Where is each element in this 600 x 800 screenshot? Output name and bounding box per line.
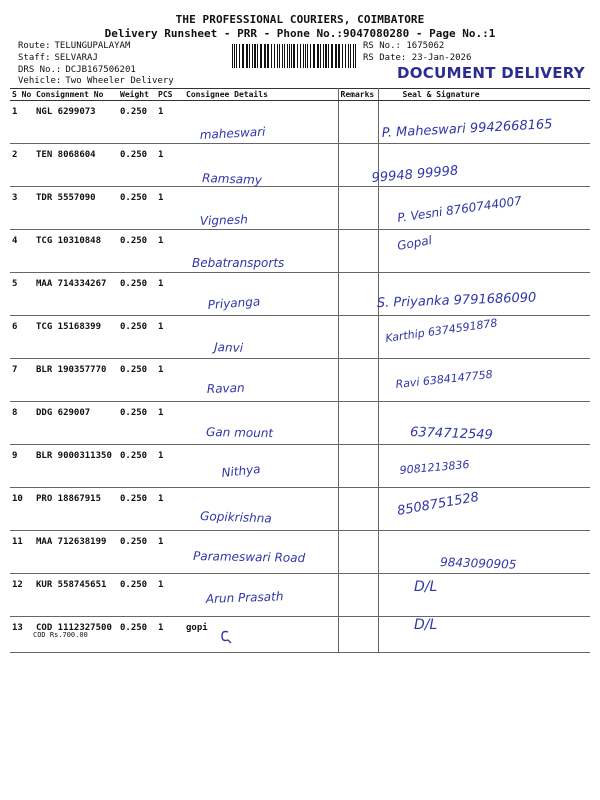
row-weight: 0.250	[118, 273, 156, 316]
row-seal-signature	[378, 531, 590, 574]
col-weight: Weight	[118, 89, 156, 101]
row-remarks	[338, 101, 378, 144]
row-consignee-details	[184, 359, 338, 402]
handwritten-signature: 8508751528	[396, 489, 481, 519]
barcode-bar	[348, 44, 349, 68]
row-consignee-details	[184, 230, 338, 273]
handwritten-consignee-name: Janvi	[213, 340, 244, 356]
row-pcs: 1	[156, 230, 184, 273]
handwritten-signature: D/L	[414, 617, 438, 633]
table-row	[10, 230, 590, 273]
route-label: Route:	[18, 41, 51, 51]
row-sno: 7	[10, 359, 34, 402]
barcode-bar	[232, 44, 233, 68]
barcode-bar	[335, 44, 337, 68]
row-consignee-details	[184, 316, 338, 359]
barcode-bar	[350, 44, 351, 68]
handwritten-consignee-name: Bebatransports	[192, 256, 285, 270]
table-row	[10, 445, 590, 488]
row-consignment-no: NGL 6299073	[34, 101, 118, 144]
staff-value: SELVARAJ	[54, 53, 98, 63]
handwritten-consignee-name: Ravan	[206, 380, 245, 396]
row-pcs: 1	[156, 187, 184, 230]
handwritten-signature: Karthip 6374591878	[384, 316, 499, 345]
row-seal-signature	[378, 316, 590, 359]
row-seal-signature	[378, 445, 590, 488]
row-pcs: 1	[156, 617, 184, 653]
barcode-bar	[305, 44, 306, 68]
handwritten-signature: D/L	[414, 579, 438, 595]
table-row	[10, 316, 590, 359]
barcode-bar	[345, 44, 346, 68]
barcode-bar	[239, 44, 240, 68]
row-sno: 11	[10, 531, 34, 574]
col-consignee: Consignee Details	[184, 89, 338, 101]
col-sno: S No	[10, 89, 34, 101]
barcode-bar	[236, 44, 237, 68]
handwritten-consignee-name: Parameswari Road	[192, 549, 306, 565]
handwritten-signature: P. Maheswari 9942668165	[381, 117, 553, 141]
barcode-bar	[282, 44, 283, 68]
barcode-bar	[342, 44, 343, 68]
row-remarks	[338, 316, 378, 359]
drs-label: DRS No.:	[18, 65, 62, 75]
table-row	[10, 402, 590, 445]
row-seal-signature	[378, 574, 590, 617]
rs-date-line	[363, 53, 471, 63]
row-weight: 0.250	[118, 359, 156, 402]
row-seal-signature	[378, 273, 590, 316]
row-weight: 0.250	[118, 187, 156, 230]
row-seal-signature	[378, 101, 590, 144]
row-weight: 0.250	[118, 144, 156, 187]
barcode-bar	[303, 44, 304, 68]
row-pcs: 1	[156, 402, 184, 445]
row-consignee-details	[184, 144, 338, 187]
row-weight: 0.250	[118, 316, 156, 359]
handwritten-signature: P. Vesni 8760744007	[396, 193, 523, 225]
barcode-bar	[291, 44, 292, 68]
barcode-bar	[264, 44, 266, 68]
row-consignment-no: MAA 712638199	[34, 531, 118, 574]
barcode-bar	[284, 44, 285, 68]
handwritten-consignee-name: Ramsamy	[201, 171, 263, 188]
barcode-bar	[271, 44, 272, 68]
row-seal-signature	[378, 359, 590, 402]
barcode-bar	[328, 44, 329, 68]
row-weight: 0.250	[118, 230, 156, 273]
cod-amount: COD Rs.700.00	[33, 631, 88, 639]
handwritten-consignee-name: Priyanga	[207, 294, 261, 312]
handwritten-consignee-name: maheswari	[199, 124, 266, 142]
row-consignee-details	[184, 445, 338, 488]
document-delivery-stamp: DOCUMENT DELIVERY	[397, 64, 585, 82]
drs-value: DCJB167506201	[65, 65, 136, 75]
row-consignment-no: COD 1112327500	[34, 617, 118, 653]
row-pcs: 1	[156, 531, 184, 574]
table-row	[10, 101, 590, 144]
handwritten-signature: S. Priyanka 9791686090	[376, 290, 537, 311]
row-remarks	[338, 230, 378, 273]
table-row	[10, 359, 590, 402]
barcode-bar	[289, 44, 290, 68]
row-remarks	[338, 574, 378, 617]
table-row	[10, 488, 590, 531]
runsheet-table	[10, 88, 590, 653]
barcode-bar	[317, 44, 319, 68]
rs-date-label: RS Date:	[363, 53, 407, 63]
route-value: TELUNGUPALAYAM	[54, 41, 131, 51]
row-remarks	[338, 273, 378, 316]
row-weight: 0.250	[118, 101, 156, 144]
row-consignment-no: BLR 9000311350	[34, 445, 118, 488]
row-remarks	[338, 402, 378, 445]
row-consignee-details	[184, 273, 338, 316]
row-consignment-no: KUR 558745651	[34, 574, 118, 617]
row-remarks	[338, 488, 378, 531]
row-sno: 5	[10, 273, 34, 316]
row-weight: 0.250	[118, 617, 156, 653]
row-consignee-details	[184, 402, 338, 445]
handwritten-consignee-name: Gopikrishna	[199, 509, 272, 526]
row-sno: 10	[10, 488, 34, 531]
row-sno: 3	[10, 187, 34, 230]
table-row	[10, 617, 590, 653]
barcode-bar	[274, 44, 275, 68]
row-seal-signature	[378, 187, 590, 230]
row-sno: 6	[10, 316, 34, 359]
row-seal-signature	[378, 144, 590, 187]
row-weight: 0.250	[118, 574, 156, 617]
vehicle-label: Vehicle:	[18, 76, 62, 86]
row-consignment-no: TDR 5557090	[34, 187, 118, 230]
barcode-bar	[325, 44, 327, 68]
table-row	[10, 531, 590, 574]
row-seal-signature	[378, 617, 590, 653]
barcode-bar	[331, 44, 333, 68]
company-title: THE PROFESSIONAL COURIERS, COIMBATORE	[175, 13, 425, 26]
handwritten-signature: 6374712549	[409, 425, 494, 443]
handwritten-consignee-name: Nithya	[220, 461, 262, 480]
barcode-bar	[323, 44, 324, 68]
row-remarks	[338, 359, 378, 402]
table-row	[10, 144, 590, 187]
row-consignment-no: BLR 190357770	[34, 359, 118, 402]
row-pcs: 1	[156, 316, 184, 359]
handwritten-consignee-name: Vignesh	[199, 212, 249, 228]
barcode-bar	[307, 44, 308, 68]
row-remarks	[338, 445, 378, 488]
barcode-bar	[254, 44, 256, 68]
row-consignee-details	[184, 531, 338, 574]
row-sno: 4	[10, 230, 34, 273]
table-row	[10, 187, 590, 230]
row-consignee-details	[184, 101, 338, 144]
row-sno: 8	[10, 402, 34, 445]
handwritten-consignee-name: Gan mount	[205, 425, 274, 441]
row-remarks	[338, 144, 378, 187]
handwritten-signature: 9081213836	[399, 457, 470, 477]
handwritten-signature: Ravi 6384147758	[394, 367, 494, 391]
barcode-bar	[257, 44, 258, 68]
row-weight: 0.250	[118, 488, 156, 531]
barcode-bar	[267, 44, 269, 68]
row-remarks	[338, 531, 378, 574]
barcode-bar	[310, 44, 311, 68]
row-consignment-no: TEN 8068604	[34, 144, 118, 187]
row-pcs: 1	[156, 574, 184, 617]
row-consignee-details: gopi	[184, 617, 338, 653]
handwritten-consignee-name: Arun Prasath	[205, 589, 284, 606]
runsheet-title: Delivery Runsheet - PRR - Phone No.:9047080280 - Page No.:1	[104, 27, 496, 40]
rs-no-label: RS No.:	[363, 41, 401, 51]
rs-no-line	[363, 41, 444, 51]
row-weight: 0.250	[118, 531, 156, 574]
drs-line	[18, 65, 136, 75]
barcode-bar	[297, 44, 298, 68]
row-consignee-details	[184, 574, 338, 617]
route-line	[18, 41, 130, 51]
row-consignment-no: PRO 18867915	[34, 488, 118, 531]
row-pcs: 1	[156, 273, 184, 316]
row-consignment-no: TCG 10310848	[34, 230, 118, 273]
row-seal-signature	[378, 488, 590, 531]
staff-label: Staff:	[18, 53, 51, 63]
barcode-bar	[279, 44, 280, 68]
barcode-bar	[287, 44, 288, 68]
table-row	[10, 574, 590, 617]
row-weight: 0.250	[118, 402, 156, 445]
col-pcs: PCS	[156, 89, 184, 101]
staff-line	[18, 53, 98, 63]
barcode-bar	[246, 44, 248, 68]
table-header-row	[10, 89, 590, 101]
handwritten-signature: Gopal	[396, 233, 433, 253]
row-consignment-no: TCG 15168399	[34, 316, 118, 359]
row-sno: 1	[10, 101, 34, 144]
barcode-bar	[338, 44, 340, 68]
row-remarks	[338, 617, 378, 653]
barcode-bar	[242, 44, 244, 68]
barcode	[232, 44, 358, 68]
barcode-bar	[300, 44, 301, 68]
barcode-bar	[355, 44, 356, 68]
col-seal: Seal & Signature	[378, 89, 590, 101]
vehicle-value: Two Wheeler Delivery	[65, 76, 174, 86]
col-remarks: Remarks	[338, 89, 378, 101]
row-pcs: 1	[156, 445, 184, 488]
col-consignment: Consignment No	[34, 89, 118, 101]
barcode-bar	[293, 44, 295, 68]
row-consignee-details	[184, 488, 338, 531]
barcode-bar	[320, 44, 321, 68]
barcode-bar	[313, 44, 315, 68]
rs-date-value: 23-Jan-2026	[411, 53, 472, 63]
row-pcs: 1	[156, 359, 184, 402]
row-sno: 2	[10, 144, 34, 187]
row-pcs: 1	[156, 101, 184, 144]
row-remarks	[338, 187, 378, 230]
barcode-bar	[277, 44, 278, 68]
vehicle-line	[18, 76, 174, 86]
row-pcs: 1	[156, 144, 184, 187]
barcode-bar	[252, 44, 253, 68]
barcode-bar	[249, 44, 250, 68]
row-sno: 12	[10, 574, 34, 617]
barcode-bar	[234, 44, 235, 68]
row-consignment-no: DDG 629007	[34, 402, 118, 445]
handwritten-signature: 9843090905	[439, 555, 517, 572]
row-pcs: 1	[156, 488, 184, 531]
handwritten-signature: 99948 99998	[371, 163, 459, 186]
row-seal-signature	[378, 230, 590, 273]
table-row	[10, 273, 590, 316]
row-consignee-details	[184, 187, 338, 230]
rs-no-value: 1675062	[406, 41, 445, 51]
row-consignment-no: MAA 714334267	[34, 273, 118, 316]
row-weight: 0.250	[118, 445, 156, 488]
barcode-bar	[353, 44, 354, 68]
barcode-bar	[260, 44, 262, 68]
row-sno: 13	[10, 617, 34, 653]
row-seal-signature	[378, 402, 590, 445]
row-sno: 9	[10, 445, 34, 488]
